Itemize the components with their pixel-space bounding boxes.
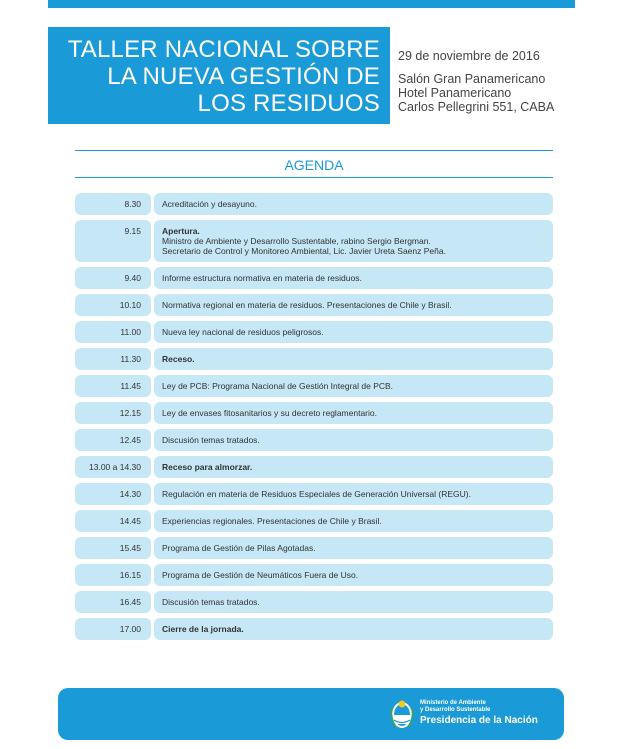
agenda-time: 9.40 — [75, 267, 151, 289]
agenda-description-line: Ley de PCB: Programa Nacional de Gestión Integral de PCB. — [162, 381, 394, 391]
agenda-description-line: Apertura. — [162, 226, 200, 236]
agenda-description-line: Ministro de Ambiente y Desarrollo Sustentable, rabino Sergio Bergman. — [162, 236, 431, 246]
agenda-row — [75, 456, 553, 478]
agenda-description — [154, 294, 553, 316]
agenda-description-line: Cierre de la jornada. — [162, 624, 244, 634]
presidency-label: Presidencia de la Nación — [420, 715, 538, 726]
ministry-line-1: Ministerio de Ambiente — [420, 700, 486, 706]
agenda-description — [154, 564, 553, 586]
agenda-description-line: Ley de envases fitosanitarios y su decreto reglamentario. — [162, 408, 377, 418]
agenda-row — [75, 375, 553, 397]
agenda-time: 16.15 — [75, 564, 151, 586]
agenda-list — [75, 193, 553, 645]
agenda-description — [154, 348, 553, 370]
agenda-time: 12.45 — [75, 429, 151, 451]
title-line-2: LA NUEVA GESTIÓN DE — [107, 63, 380, 90]
agenda-description-line: Acreditación y desayuno. — [162, 199, 257, 209]
agenda-description — [154, 375, 553, 397]
agenda-description — [154, 456, 553, 478]
venue-line-2: Hotel Panamericano — [398, 86, 512, 100]
agenda-time: 14.45 — [75, 510, 151, 532]
event-date: 29 de noviembre de 2016 — [398, 49, 540, 63]
top-accent-bar — [48, 0, 575, 8]
title-line-1: TALLER NACIONAL SOBRE — [67, 36, 380, 63]
agenda-row — [75, 591, 553, 613]
agenda-row — [75, 220, 553, 262]
footer-brand — [420, 700, 538, 727]
agenda-row — [75, 483, 553, 505]
agenda-row — [75, 564, 553, 586]
agenda-description-line: Normativa regional en materia de residuos. Presentaciones de Chile y Brasil. — [162, 300, 452, 310]
ministry-line-2: y Desarrollo Sustentable — [420, 707, 491, 713]
agenda-row — [75, 267, 553, 289]
agenda-description-line: Regulación en materia de Residuos Especiales de Generación Universal (REGU). — [162, 489, 471, 499]
agenda-time: 11.00 — [75, 321, 151, 343]
agenda-row — [75, 193, 553, 215]
agenda-description-line: Nueva ley nacional de residuos peligrosos. — [162, 327, 324, 337]
agenda-description — [154, 402, 553, 424]
agenda-time: 13.00 a 14.30 — [75, 456, 151, 478]
agenda-description-line: Informe estructura normativa en materia de residuos. — [162, 273, 362, 283]
agenda-row — [75, 294, 553, 316]
agenda-time: 17.00 — [75, 618, 151, 640]
agenda-description — [154, 537, 553, 559]
venue-line-3: Carlos Pellegrini 551, CABA — [398, 100, 555, 114]
agenda-description — [154, 193, 553, 215]
title-banner — [48, 27, 390, 124]
agenda-time: 11.30 — [75, 348, 151, 370]
agenda-row — [75, 618, 553, 640]
agenda-description — [154, 220, 553, 262]
agenda-row — [75, 537, 553, 559]
agenda-description — [154, 591, 553, 613]
agenda-row — [75, 321, 553, 343]
agenda-description — [154, 267, 553, 289]
agenda-description-line: Secretario de Control y Monitoreo Ambiental, Lic. Javier Ureta Saenz Peña. — [162, 246, 446, 256]
agenda-description-line: Receso. — [162, 354, 195, 364]
agenda-row — [75, 429, 553, 451]
agenda-description — [154, 483, 553, 505]
title-line-3: LOS RESIDUOS — [197, 90, 380, 117]
agenda-description-line: Discusión temas tratados. — [162, 597, 260, 607]
agenda-description-line: Experiencias regionales. Presentaciones de Chile y Brasil. — [162, 516, 382, 526]
agenda-description-line: Receso para almorzar. — [162, 462, 253, 472]
agenda-time: 15.45 — [75, 537, 151, 559]
agenda-description — [154, 429, 553, 451]
agenda-description-line: Programa de Gestión de Pilas Agotadas. — [162, 543, 316, 553]
agenda-description — [154, 618, 553, 640]
agenda-time: 14.30 — [75, 483, 151, 505]
agenda-time: 8.30 — [75, 193, 151, 215]
agenda-description-line: Programa de Gestión de Neumáticos Fuera de Uso. — [162, 570, 359, 580]
agenda-time: 12.15 — [75, 402, 151, 424]
agenda-row — [75, 510, 553, 532]
agenda-time: 16.45 — [75, 591, 151, 613]
event-info — [398, 49, 554, 114]
venue-line-1: Salón Gran Panamericano — [398, 72, 546, 86]
agenda-time: 9.15 — [75, 220, 151, 262]
argentina-coat-of-arms-icon — [390, 698, 414, 730]
agenda-description-line: Discusión temas tratados. — [162, 435, 260, 445]
agenda-description — [154, 321, 553, 343]
agenda-description — [154, 510, 553, 532]
agenda-row — [75, 348, 553, 370]
agenda-time: 11.45 — [75, 375, 151, 397]
agenda-heading: AGENDA — [75, 150, 553, 178]
agenda-row — [75, 402, 553, 424]
agenda-time: 10.10 — [75, 294, 151, 316]
